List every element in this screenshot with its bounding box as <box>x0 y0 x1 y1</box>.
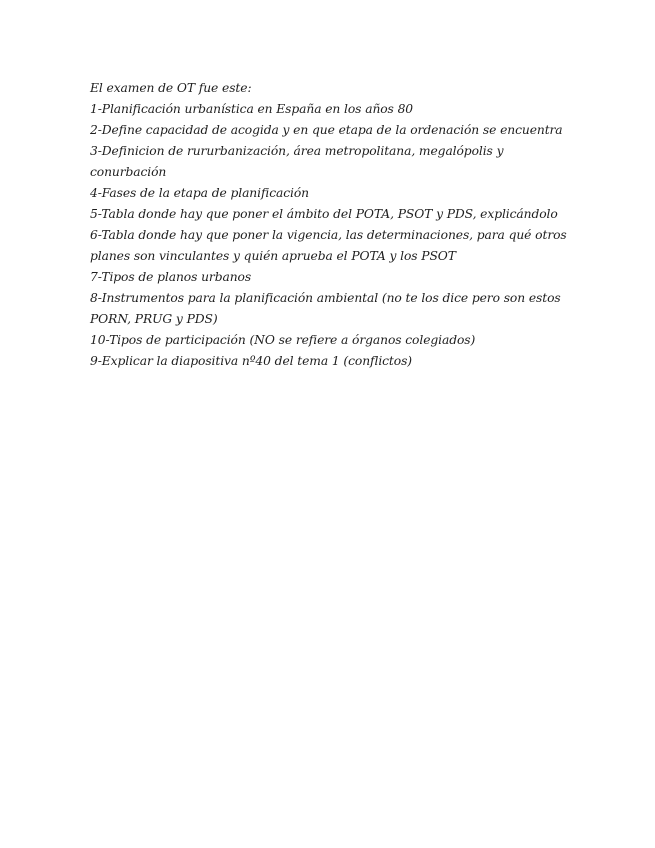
list-item: 5-Tabla donde hay que poner el ámbito del POTA, PSOT y PDS, explicándolo <box>90 207 558 221</box>
list-item: 3-Definicion de rururbanización, área metropolitana, megalópolis y conurbación <box>90 144 504 179</box>
document-body <box>90 78 570 372</box>
list-item: 4-Fases de la etapa de planificación <box>90 186 309 200</box>
list-item: 10-Tipos de participación (NO se refiere a órganos colegiados) <box>90 333 476 347</box>
list-item: 6-Tabla donde hay que poner la vigencia, las determinaciones, para qué otros planes son vinculantes y quién aprueba el POTA y los PSOT <box>90 228 567 263</box>
list-item: 9-Explicar la diapositiva nº40 del tema 1 (conflictos) <box>90 354 412 368</box>
list-item: 8-Instrumentos para la planificación ambiental (no te los dice pero son estos PORN, PRUG y PDS) <box>90 291 561 326</box>
list-item: 1-Planificación urbanística en España en los años 80 <box>90 102 414 116</box>
list-item: 2-Define capacidad de acogida y en que etapa de la ordenación se encuentra <box>90 123 563 137</box>
list-item: 7-Tipos de planos urbanos <box>90 270 252 284</box>
intro-line: El examen de OT fue este: <box>90 81 252 95</box>
